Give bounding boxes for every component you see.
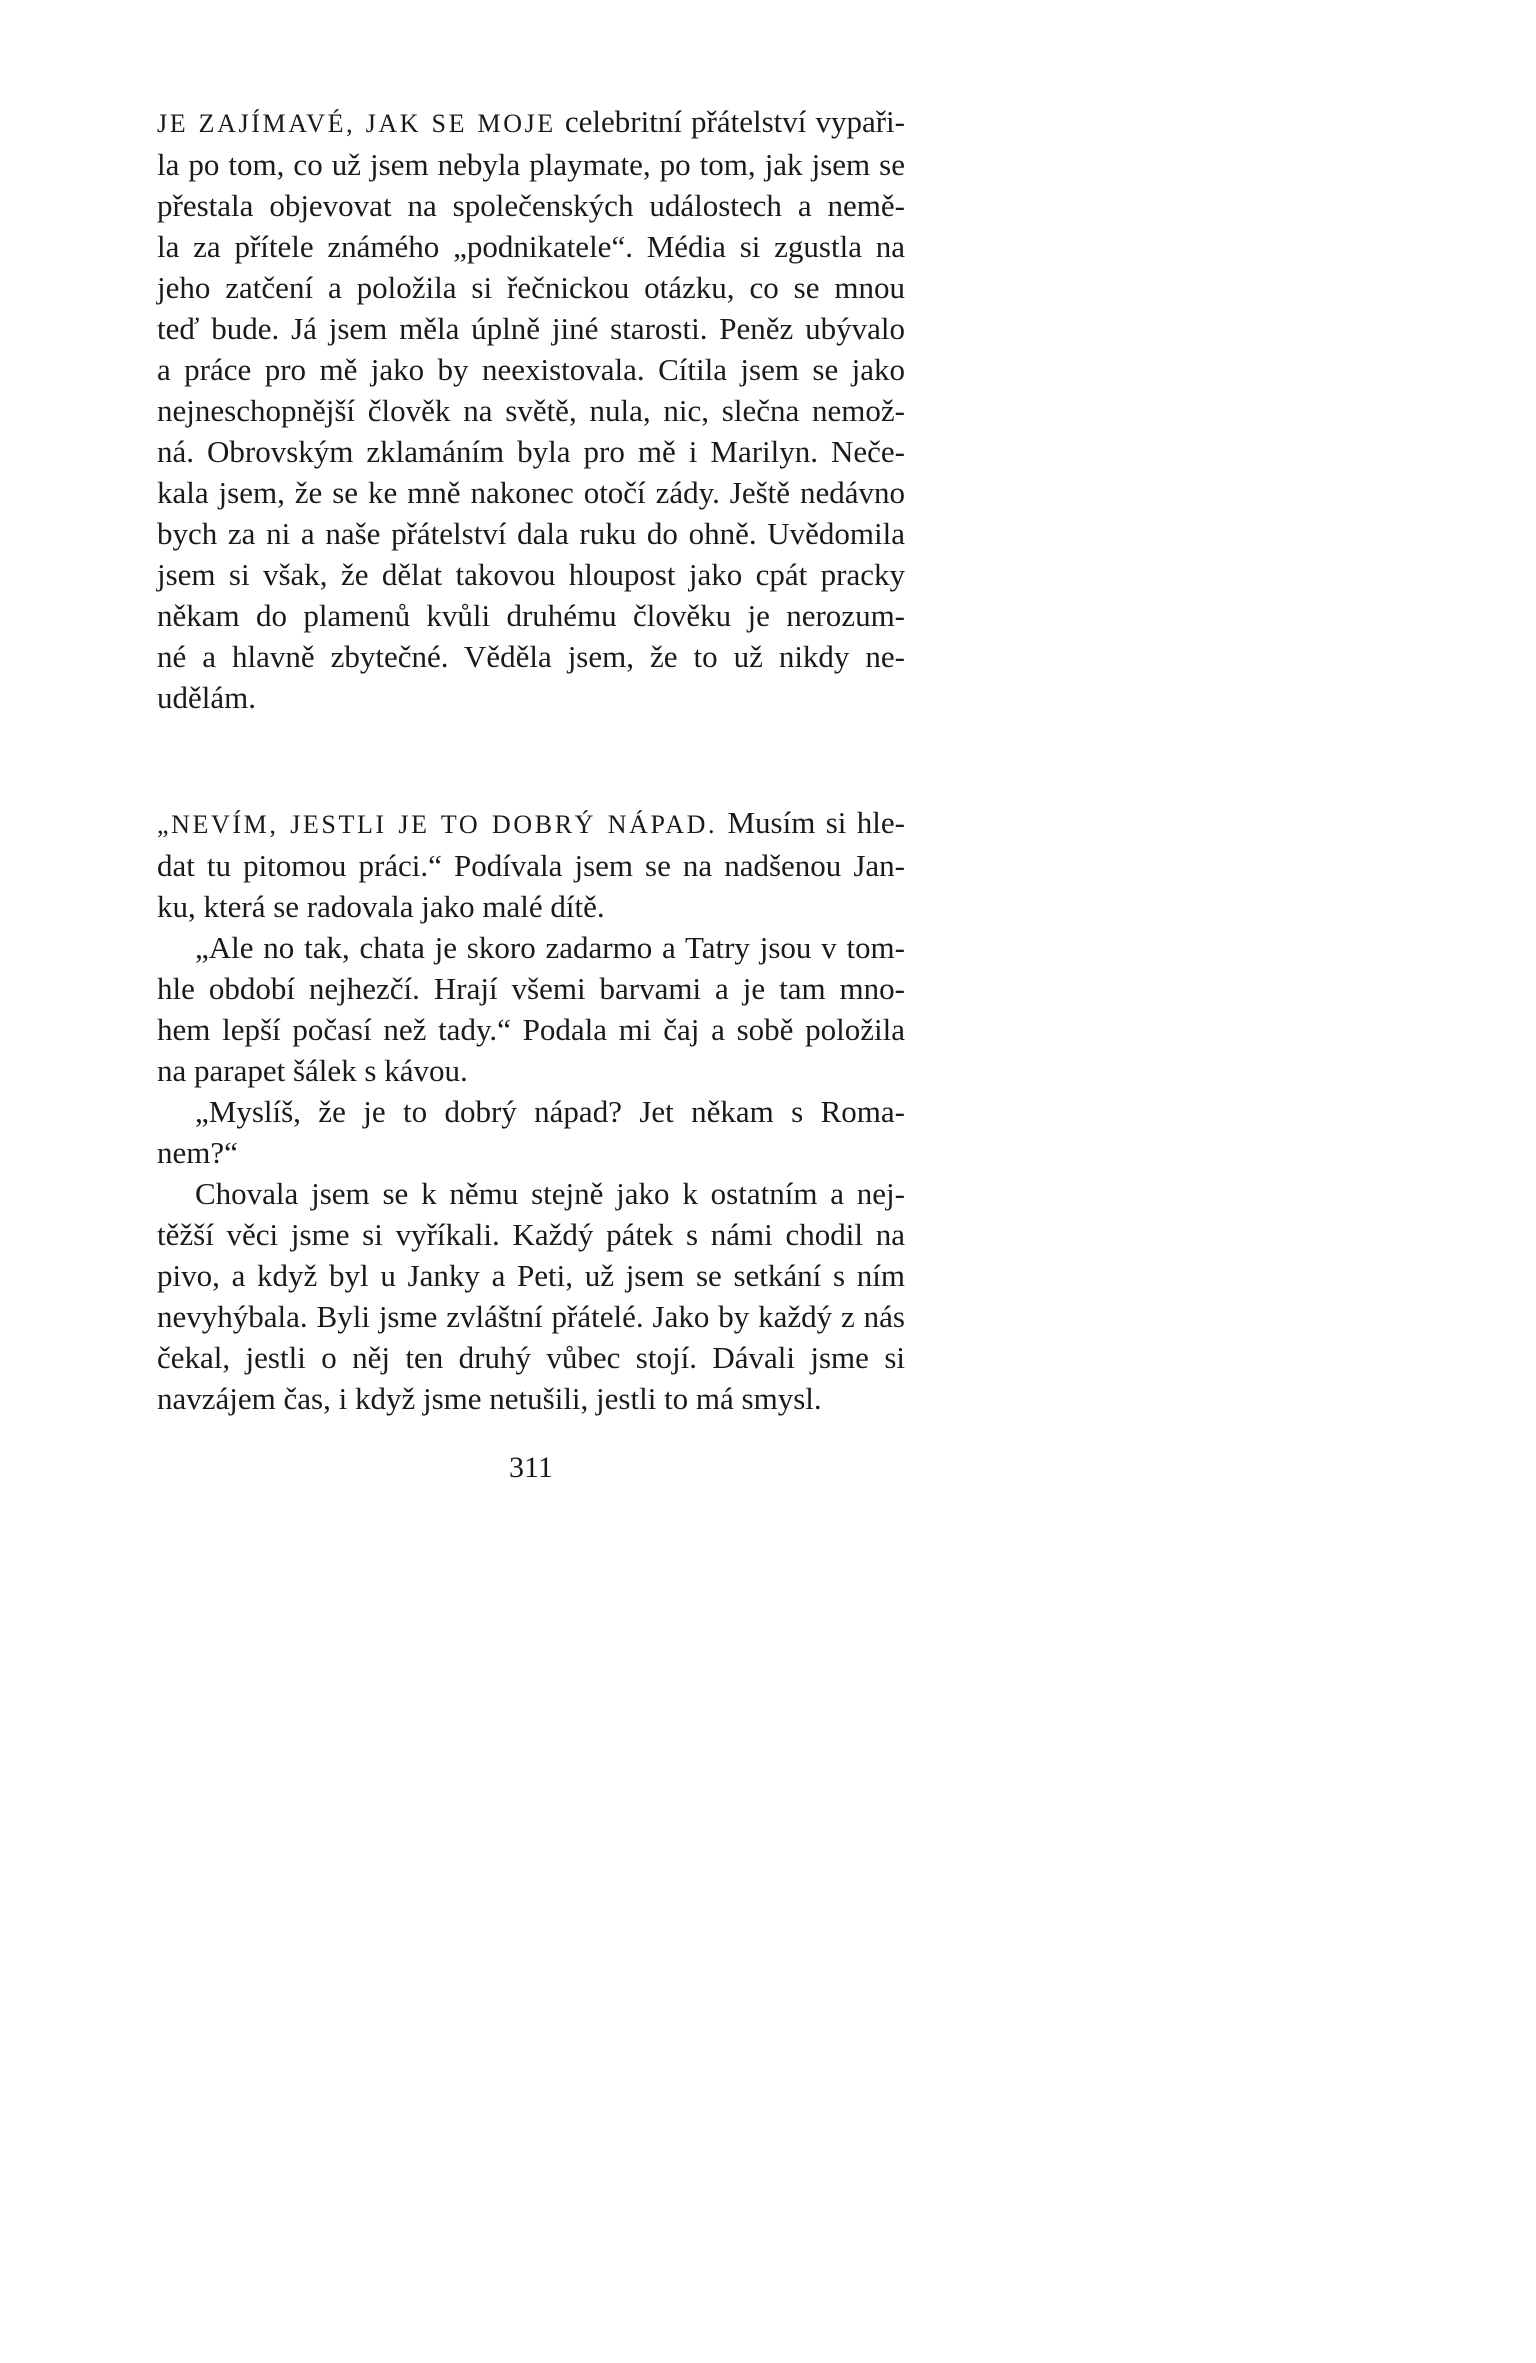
paragraph <box>157 1173 905 1419</box>
text-line: Chovala jsem se k němu stejně jako k ostatním a nej- <box>195 1176 905 1211</box>
text-line: teď bude. Já jsem měla úplně jiné starosti. Peněz ubývalo <box>157 311 905 346</box>
section <box>157 802 905 1419</box>
text-line: ku, která se radovala jako malé dítě. <box>157 889 605 924</box>
page-number: 311 <box>509 1451 553 1484</box>
paragraph <box>157 927 905 1091</box>
text-line <box>157 802 905 845</box>
text-line: bych za ni a naše přátelství dala ruku do ohně. Uvědomila <box>157 516 905 551</box>
line-text: Musím si hle- <box>717 805 905 840</box>
line-text: celebritní přátelství vypaři- <box>555 104 905 139</box>
text-line: la za přítele známého „podnikatele“. Média si zgustla na <box>157 229 905 264</box>
text-line: těžší věci jsme si vyříkali. Každý pátek s námi chodil na <box>157 1217 905 1252</box>
text-line: hle období nejhezčí. Hrají všemi barvami a je tam mno- <box>157 971 905 1006</box>
text-line: jeho zatčení a položila si řečnickou otázku, co se mnou <box>157 270 905 305</box>
text-line: né a hlavně zbytečné. Věděla jsem, že to už nikdy ne- <box>157 639 905 674</box>
text-line: dat tu pitomou práci.“ Podívala jsem se na nadšenou Jan- <box>157 848 905 883</box>
text-line: na parapet šálek s kávou. <box>157 1053 468 1088</box>
text-line: hem lepší počasí než tady.“ Podala mi čaj a sobě položila <box>157 1012 905 1047</box>
text-line: „Ale no tak, chata je skoro zadarmo a Tatry jsou v tom- <box>195 930 905 965</box>
text-line: a práce pro mě jako by neexistovala. Cítila jsem se jako <box>157 352 905 387</box>
text-line: nem?“ <box>157 1135 238 1170</box>
text-line: nejneschopnější člověk na světě, nula, nic, slečna nemož- <box>157 393 905 428</box>
small-caps-lead: JE ZAJÍMAVÉ, JAK SE MOJE <box>157 109 556 138</box>
text-line: udělám. <box>157 680 256 715</box>
text-line: čekal, jestli o něj ten druhý vůbec stojí. Dávali jsme si <box>157 1340 905 1375</box>
text-line: kala jsem, že se ke mně nakonec otočí zády. Ještě nedávno <box>157 475 905 510</box>
text-line: někam do plamenů kvůli druhému člověku je nerozum- <box>157 598 905 633</box>
text-line: nevyhýbala. Byli jsme zvláštní přátelé. Jako by každý z nás <box>157 1299 905 1334</box>
small-caps-lead: „NEVÍM, JESTLI JE TO DOBRÝ NÁPAD. <box>157 810 718 839</box>
text-content <box>157 101 905 1419</box>
text-line: navzájem čas, i když jsme netušili, jestli to má smysl. <box>157 1381 822 1416</box>
text-block <box>157 101 905 1488</box>
text-line: „Myslíš, že je to dobrý nápad? Jet někam s Roma- <box>195 1094 905 1129</box>
section <box>157 101 905 718</box>
paragraph <box>157 1091 905 1173</box>
text-line <box>157 101 905 144</box>
paragraph <box>157 101 905 718</box>
text-line: la po tom, co už jsem nebyla playmate, po tom, jak jsem se <box>157 147 905 182</box>
text-line: ná. Obrovským zklamáním byla pro mě i Marilyn. Neče- <box>157 434 905 469</box>
text-line: jsem si však, že dělat takovou hloupost jako cpát pracky <box>157 557 905 592</box>
text-line: přestala objevovat na společenských událostech a nemě- <box>157 188 905 223</box>
paragraph <box>157 802 905 927</box>
text-line: pivo, a když byl u Janky a Peti, už jsem se setkání s ním <box>157 1258 905 1293</box>
